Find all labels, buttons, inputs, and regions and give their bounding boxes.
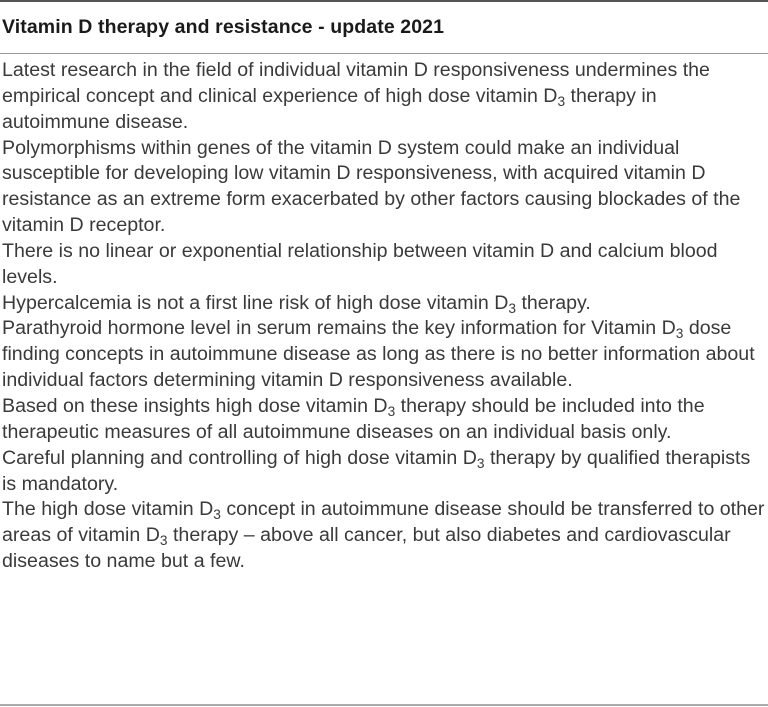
item-text: Careful planning and controlling of high dose vitamin D: [2, 446, 477, 469]
item-text: The high dose vitamin D: [2, 498, 214, 521]
table-header: [0, 2, 768, 54]
list-item: [2, 58, 766, 136]
table-title: Vitamin D therapy and resistance - update 2021: [2, 16, 445, 38]
subscript: 3: [508, 300, 517, 316]
list-item: [2, 316, 766, 394]
item-text: Polymorphisms within genes of the vitamin D system could make an individual susceptible for developing low vitamin D responsiveness, with acquired vitamin D resistance as an extreme form exacerbated by other factors causing blockades of the vitamin D receptor.: [2, 136, 741, 237]
table-bottom-rule: [0, 704, 768, 706]
table-body: [0, 54, 768, 575]
item-text: Latest research in the field of individual vitamin D responsiveness undermines the empirical concept and clinical experience of high dose vitamin D: [2, 59, 710, 107]
item-text: therapy in autoimmune disease.: [2, 84, 657, 133]
subscript: 3: [213, 507, 221, 523]
list-item: [2, 497, 766, 575]
list-item: [2, 136, 766, 239]
item-text: Parathyroid hormone level in serum remains the key information for Vitamin D: [2, 317, 676, 340]
subscript: 3: [387, 403, 396, 419]
list-item: [2, 291, 766, 317]
item-text: therapy.: [516, 291, 591, 314]
item-text: Based on these insights high dose vitamin D: [2, 394, 388, 417]
subscript: 3: [159, 533, 168, 549]
subscript: 3: [476, 455, 485, 471]
item-text: There is no linear or exponential relationship between vitamin D and calcium blood levels.: [2, 239, 718, 288]
list-item: [2, 394, 766, 446]
item-text: therapy should be included into the therapeutic measures of all autoimmune diseases on an individual basis only.: [2, 394, 705, 443]
item-text: therapy – above all cancer, but also diabetes and cardiovascular diseases to name but a few.: [2, 524, 731, 573]
item-text: dose finding concepts in autoimmune disease as long as there is no better information about individual factors determining vitamin D responsiveness available.: [2, 317, 755, 392]
item-text: concept in autoimmune disease should be transferred to other areas of vitamin D: [2, 498, 765, 547]
subscript: 3: [557, 93, 566, 109]
list-item: [2, 446, 766, 498]
list-item: [2, 239, 766, 291]
item-text: therapy by qualified therapists is mandatory.: [2, 446, 751, 495]
item-text: Hypercalcemia is not a first line risk of high dose vitamin D: [2, 291, 509, 314]
subscript: 3: [675, 326, 684, 342]
